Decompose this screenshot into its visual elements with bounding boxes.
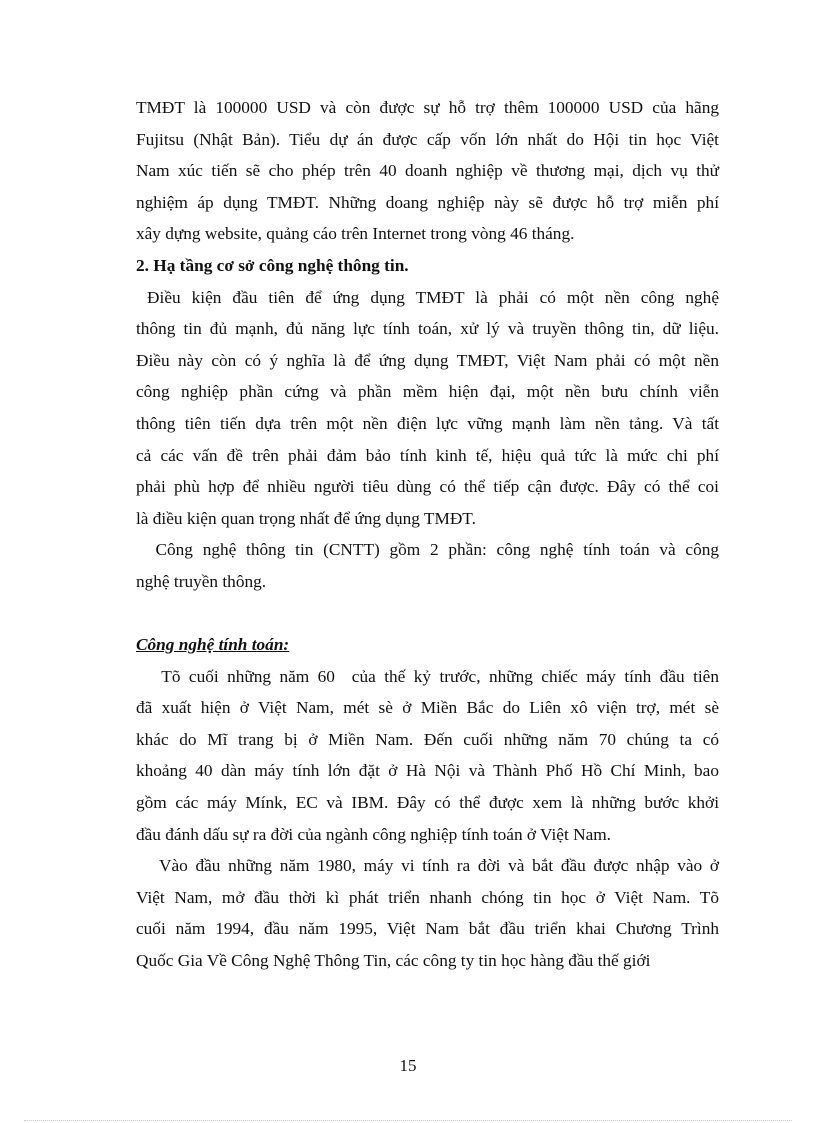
text-line: khác do Mĩ trang bị ở Miền Nam. Đến cuối những năm 70 chúng ta có xyxy=(136,729,719,749)
text-line: Fujitsu (Nhật Bản). Tiểu dự án được cấp vốn lớn nhất do Hội tin học Việt xyxy=(136,129,719,149)
text-line: TMĐT là 100000 USD và còn được sự hỗ trợ thêm 100000 USD của hãng xyxy=(136,98,719,117)
text-line: Điều này còn có ý nghĩa là để ứng dụng TMĐT, Việt Nam phải có một nền xyxy=(136,350,719,370)
subsection-heading: Công nghệ tính toán: xyxy=(136,635,290,655)
paragraph-1 xyxy=(136,92,719,250)
text-line: Việt Nam, mở đầu thời kì phát triển nhanh chóng tin học ở Việt Nam. Tõ xyxy=(136,887,719,907)
paragraph-3 xyxy=(136,534,719,597)
text-line: là điều kiện quan trọng nhất để ứng dụng TMĐT. xyxy=(136,508,476,528)
text-line: Quốc Gia Về Công Nghệ Thông Tin, các công ty tin học hàng đầu thế giới xyxy=(136,951,651,971)
text-line: thông tiên tiến dựa trên một nền điện lực vững mạnh làm nền tảng. Và tất xyxy=(136,413,719,433)
paragraph-4 xyxy=(136,661,719,851)
text-line: xây dựng website, quảng cáo trên Internet trong vòng 46 tháng. xyxy=(136,224,575,244)
text-line: nghệ truyền thông. xyxy=(136,571,267,591)
text-line: đã xuất hiện ở Việt Nam, mét sè ở Miền Bắc do Liên xô viện trợ, mét sè xyxy=(136,698,719,718)
page-body xyxy=(136,92,719,977)
text-line: gồm các máy Mínk, EC và IBM. Đây có thể được xem là những bước khởi xyxy=(136,793,719,813)
page-number: 15 xyxy=(399,1056,417,1075)
text-line: Điều kiện đầu tiên để ứng dụng TMĐT là phải có một nền công nghệ xyxy=(136,287,719,307)
text-line: đầu đánh dấu sự ra đời của ngành công nghiệp tính toán ở Việt Nam. xyxy=(136,824,612,844)
text-line: công nghiệp phần cứng và phần mềm hiện đại, một nền bưu chính viễn xyxy=(136,382,719,402)
paragraph-5 xyxy=(136,850,719,976)
text-line: Công nghệ thông tin (CNTT) gồm 2 phần: công nghệ tính toán và công xyxy=(136,540,719,560)
text-line: Tõ cuối những năm 60 của thế kỷ trước, những chiếc máy tính đầu tiên xyxy=(136,666,719,686)
text-line: cả các vấn đề trên phải đảm bảo tính kinh tế, hiệu quả tức là mức chi phí xyxy=(136,445,719,465)
blank-line xyxy=(136,598,719,630)
text-line: Vào đầu những năm 1980, máy vi tính ra đời và bắt đầu được nhập vào ở xyxy=(136,856,719,876)
text-line: Nam xúc tiến sẽ cho phép trên 40 doanh nghiệp về thương mại, dịch vụ thử xyxy=(136,161,719,181)
text-line: cuối năm 1994, đầu năm 1995, Việt Nam bắt đầu triển khai Chương Trình xyxy=(136,919,719,939)
page-bottom-divider xyxy=(24,1120,792,1121)
text-line: nghiệm áp dụng TMĐT. Những doang nghiệp này sẽ được hỗ trợ miễn phí xyxy=(136,192,719,212)
text-line: phải phù hợp để nhiều người tiêu dùng có thể tiếp cận được. Đây có thể coi xyxy=(136,477,719,497)
section-heading: 2. Hạ tầng cơ sở công nghệ thông tin. xyxy=(136,255,409,275)
paragraph-2 xyxy=(136,282,719,535)
text-line: thông tin đủ mạnh, đủ năng lực tính toán, xử lý và truyền thông tin, dữ liệu. xyxy=(136,319,719,339)
text-line: khoảng 40 dàn máy tính lớn đặt ở Hà Nội và Thành Phố Hồ Chí Minh, bao xyxy=(136,761,719,781)
